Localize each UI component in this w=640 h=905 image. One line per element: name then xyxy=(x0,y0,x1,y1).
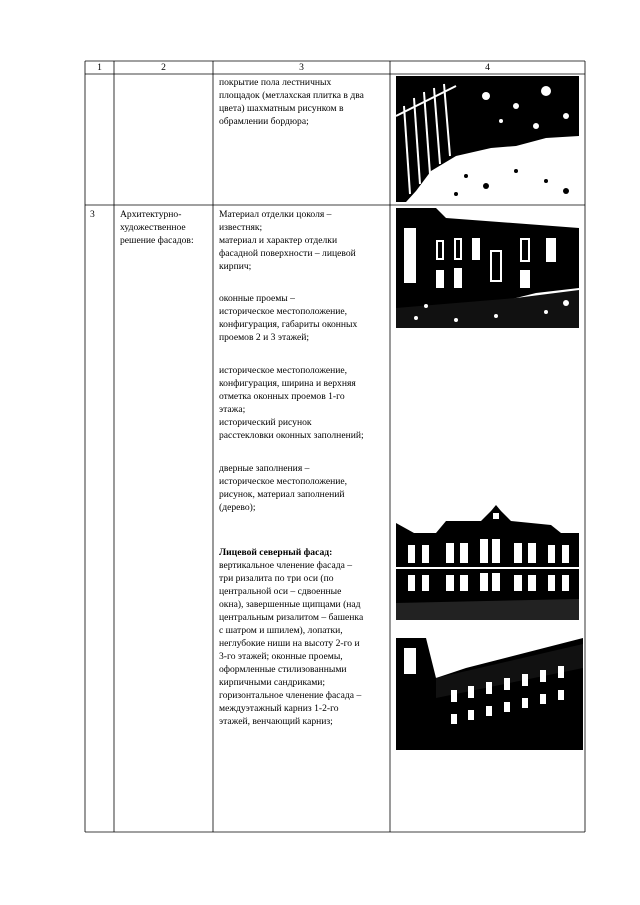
text-line: горизонтальное членение фасада – xyxy=(219,690,362,701)
text-line: конфигурация, ширина и верхняя xyxy=(219,378,356,389)
text-line: Материал отделки цоколя – xyxy=(219,209,332,220)
text-line: с шатром и шпилем), лопатки, xyxy=(219,625,343,636)
text-line: три ризалита по три оси (по xyxy=(219,573,334,584)
facade-perspective-photo xyxy=(396,638,583,750)
text-line: центральной оси – сдвоенные xyxy=(219,586,342,597)
north-facade-photo xyxy=(396,503,579,620)
text-line: историческое местоположение, xyxy=(219,476,348,487)
text-line: конфигурация, габариты оконных xyxy=(219,319,358,330)
text-line: 3-го этажей; оконные проемы, xyxy=(219,651,343,662)
header-col-2: 2 xyxy=(161,62,166,73)
text-line: дверные заполнения – xyxy=(219,463,310,474)
text-line: этажей, венчающий карниз; xyxy=(219,716,333,727)
text-line: площадок (метлахская плитка в два xyxy=(219,90,364,101)
text-line: вертикальное членение фасада – xyxy=(219,560,353,571)
row-number: 3 xyxy=(90,209,95,220)
text-line: проемов 2 и 3 этажей; xyxy=(219,332,310,343)
text-line: историческое местоположение, xyxy=(219,365,348,376)
header-col-3: 3 xyxy=(299,62,304,73)
text-line: историческое местоположение, xyxy=(219,306,348,317)
text-line: фасадной поверхности – лицевой xyxy=(219,248,356,259)
text-line: центральным ризалитом – башенка xyxy=(219,612,364,623)
brick-facade-photo xyxy=(396,208,579,328)
text-line: оконные проемы – xyxy=(219,293,295,304)
text-line: художественное xyxy=(120,222,186,233)
text-line: кирпич; xyxy=(219,261,252,272)
text-line: оформленные стилизованными xyxy=(219,664,347,675)
text-line: материал и характер отделки xyxy=(219,235,338,246)
text-line: окна), завершенные щипцами (над xyxy=(219,599,361,610)
text-line: расстекловки оконных заполнений; xyxy=(219,430,364,441)
header-col-4: 4 xyxy=(485,62,490,73)
text-line: неглубокие ниши на высоту 2-го и xyxy=(219,638,360,649)
text-line: междуэтажный карниз 1-2-го xyxy=(219,703,339,714)
stairwell-photo xyxy=(396,76,579,202)
text-line: решение фасадов: xyxy=(120,235,194,246)
facade-heading: Лицевой северный фасад: xyxy=(219,547,333,558)
text-line: покрытие пола лестничных xyxy=(219,77,332,88)
header-col-1: 1 xyxy=(97,62,102,73)
text-line: обрамлении бордюра; xyxy=(219,116,309,127)
text-line: исторический рисунок xyxy=(219,417,312,428)
text-line: цвета) шахматным рисунком в xyxy=(219,103,344,114)
text-line: (дерево); xyxy=(219,502,256,513)
text-line: рисунок, материал заполнений xyxy=(219,489,345,500)
text-line: Архитектурно- xyxy=(120,209,182,220)
text-line: известняк; xyxy=(219,222,263,233)
text-line: отметка оконных проемов 1-го xyxy=(219,391,345,402)
text-line: этажа; xyxy=(219,404,246,415)
text-line: кирпичными сандриками; xyxy=(219,677,326,688)
